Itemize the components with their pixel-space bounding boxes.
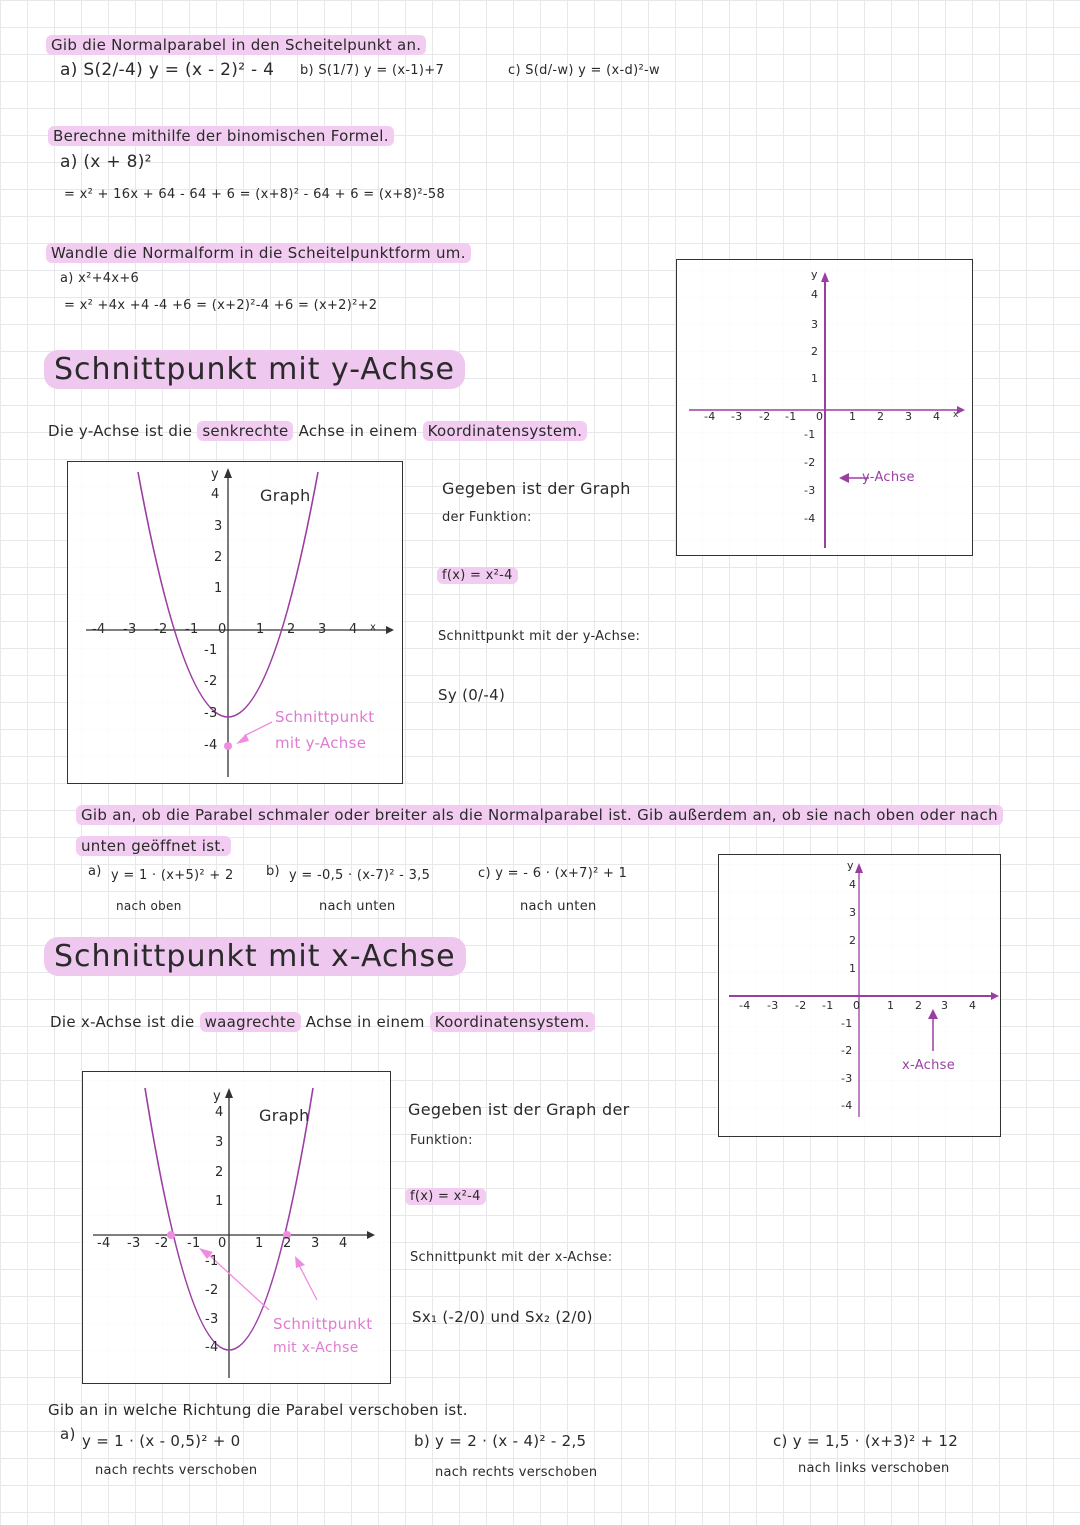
task3-a: a) x²+4x+6 [60,271,140,286]
axis-figure-y [676,259,973,556]
task4-c-answer: nach unten [520,899,597,914]
graph-x-label: Graph [259,1106,310,1125]
section-y-given2: der Funktion: [442,510,532,525]
graph-y-xname: x [370,622,377,633]
ax2-xtick: 3 [941,999,949,1012]
g2-xtick: 4 [339,1236,348,1251]
ax1-xtick: 3 [905,410,913,423]
task5-a-label: a) [60,1425,76,1443]
section-y-given1: Gegeben ist der Graph [442,479,631,498]
task4-a-label: a) [88,864,102,879]
ax1-ytick: -3 [804,484,816,497]
g2-xtick: 2 [283,1236,292,1251]
section-x-def-hl2: Koordinatensystem. [430,1012,595,1032]
task5-c: c) y = 1,5 · (x+3)² + 12 [773,1432,959,1450]
task1-title: Gib die Normalparabel in den Scheitelpunkt an. [46,35,426,55]
task5-a-answer: nach rechts verschoben [95,1463,258,1478]
graph-y-annot2: mit y-Achse [275,734,367,752]
g1-ytick: -3 [204,706,218,721]
task4-title-line1: Gib an, ob die Parabel schmaler oder breiter als die Normalparabel ist. Gib außerdem an, ob sie nach oben oder nach [76,805,1003,825]
ax1-yname: y [811,268,818,281]
g1-xtick: -4 [92,622,106,637]
ax1-xtick: 4 [933,410,941,423]
ax2-xtick: 0 [853,999,861,1012]
graph-x-annot2: mit x-Achse [273,1340,359,1356]
g2-xtick: -1 [187,1236,201,1251]
y-intercept-point [224,742,232,750]
section-x-definition [50,1013,595,1031]
ax2-ytick: 3 [849,906,857,919]
graph-x-annot1: Schnittpunkt [273,1315,373,1333]
ax2-ytick: 2 [849,934,857,947]
ax2-ytick: 4 [849,878,857,891]
ax1-xtick: -2 [759,410,771,423]
ax2-xtick: -1 [822,999,834,1012]
task5-b-answer: nach rechts verschoben [435,1465,598,1480]
section-y-heading: Schnittpunkt mit y-Achse [44,350,465,389]
ax2-xtick: -4 [739,999,751,1012]
g2-ytick: 1 [215,1194,224,1209]
task4-b-label: b) [266,864,280,879]
ax1-xtick: 1 [849,410,857,423]
g1-xtick: 0 [218,622,227,637]
ax1-ytick: 3 [811,318,819,331]
graph-x-svg [83,1072,390,1383]
ax2-ytick: 1 [849,962,857,975]
graph-y-annot1: Schnittpunkt [275,708,375,726]
graph-y-yname: y [211,467,219,482]
ax2-ytick: -4 [841,1099,853,1112]
g1-xtick: 3 [318,622,327,637]
ax2-ytick: -3 [841,1072,853,1085]
section-y-def-pre: Die y-Achse ist die [48,422,193,440]
section-x-def-hl1: waagrechte [200,1012,301,1032]
ax2-xtick: -3 [767,999,779,1012]
ax1-ytick: -1 [804,428,816,441]
section-y-definition [48,422,587,440]
g1-xtick: 2 [287,622,296,637]
section-y-def-mid: Achse in einem [298,422,418,440]
g1-ytick: 3 [214,519,223,534]
ax2-ytick: -2 [841,1044,853,1057]
g2-xtick: -2 [155,1236,169,1251]
task4-title-line2: unten geöffnet ist. [76,836,231,856]
g1-ytick: 1 [214,581,223,596]
g1-ytick: 4 [211,487,220,502]
task5-a: y = 1 · (x - 0,5)² + 0 [82,1432,241,1450]
g1-ytick: -2 [204,674,218,689]
graph-y-intercept [67,461,403,784]
graph-x-intercept [82,1071,391,1384]
g1-xtick: -1 [185,622,199,637]
section-x-given1: Gegeben ist der Graph der [408,1100,630,1119]
ax1-xtick: -1 [785,410,797,423]
section-y-result: Sy (0/-4) [438,686,506,704]
task4-c: c) y = - 6 · (x+7)² + 1 [478,866,628,881]
task2-title: Berechne mithilfe der binomischen Formel. [48,126,394,146]
task2-line: = x² + 16x + 64 - 64 + 6 = (x+8)² - 64 + 6 = (x+8)²-58 [64,187,446,202]
g2-ytick: 4 [215,1105,224,1120]
task2-a: a) (x + 8)² [60,152,152,172]
g2-ytick: -4 [205,1340,219,1355]
ax2-xtick: 4 [969,999,977,1012]
g1-xtick: 1 [256,622,265,637]
task4-b-answer: nach unten [319,899,396,914]
g2-xtick: 1 [255,1236,264,1251]
g2-xtick: -3 [127,1236,141,1251]
section-x-result: Sx₁ (-2/0) und Sx₂ (2/0) [412,1308,593,1326]
section-x-def-pre: Die x-Achse ist die [50,1013,195,1031]
task5-c-answer: nach links verschoben [798,1461,950,1476]
ax2-ytick: -1 [841,1017,853,1030]
task5-b: b) y = 2 · (x - 4)² - 2,5 [414,1432,587,1450]
section-y-def-hl1: senkrechte [197,421,293,441]
g2-xtick: 0 [218,1236,227,1251]
ax1-ytick: 1 [811,372,819,385]
task3-line: = x² +4x +4 -4 +6 = (x+2)²-4 +6 = (x+2)²+2 [64,298,378,313]
ax1-ytick: 2 [811,345,819,358]
g1-xtick: 4 [349,622,358,637]
ax1-xtick: -4 [704,410,716,423]
g1-xtick: -3 [123,622,137,637]
section-y-def-hl2: Koordinatensystem. [423,421,588,441]
ax1-ytick: 4 [811,288,819,301]
ax1-xname: x [953,410,959,420]
ax1-ytick: -2 [804,456,816,469]
section-y-intersect: Schnittpunkt mit der y-Achse: [438,629,641,644]
g2-ytick: -3 [205,1312,219,1327]
axis-y-note: y-Achse [862,470,915,485]
task1-c: c) S(d/-w) y = (x-d)²-w [508,63,660,78]
g2-xtick: -4 [97,1236,111,1251]
ax1-ytick: -4 [804,512,816,525]
g2-ytick: -2 [205,1283,219,1298]
g2-ytick: -1 [205,1254,219,1269]
task1-b: b) S(1/7) y = (x-1)+7 [300,63,445,78]
g1-ytick: -4 [204,738,218,753]
section-x-given2: Funktion: [410,1133,473,1148]
section-y-func: f(x) = x²-4 [437,567,518,584]
axis-figure-y-svg [677,260,972,555]
ax1-xtick: 0 [816,410,824,423]
ax1-xtick: -3 [731,410,743,423]
axis-figure-x [718,854,1001,1137]
g1-ytick: 2 [214,550,223,565]
g1-ytick: -1 [204,643,218,658]
section-x-intersect: Schnittpunkt mit der x-Achse: [410,1250,613,1265]
g2-xtick: 3 [311,1236,320,1251]
task4-a-answer: nach oben [116,899,182,913]
section-x-func: f(x) = x²-4 [405,1188,486,1205]
g2-ytick: 2 [215,1165,224,1180]
ax2-xtick: -2 [795,999,807,1012]
task1-a: a) S(2/-4) y = (x - 2)² - 4 [60,60,275,80]
ax2-xtick: 1 [887,999,895,1012]
g1-xtick: -2 [154,622,168,637]
task3-title: Wandle die Normalform in die Scheitelpunktform um. [46,243,471,263]
ax1-xtick: 2 [877,410,885,423]
ax2-xtick: 2 [915,999,923,1012]
g2-ytick: 3 [215,1135,224,1150]
task4-b: y = -0,5 · (x-7)² - 3,5 [289,868,431,883]
axis-figure-x-svg [719,855,1000,1136]
graph-y-label: Graph [260,486,311,505]
task4-a: y = 1 · (x+5)² + 2 [111,868,234,883]
axis-x-note: x-Achse [902,1058,956,1073]
task5-title: Gib an in welche Richtung die Parabel verschoben ist. [48,1401,468,1419]
graph-x-yname: y [213,1089,221,1104]
ax2-yname: y [847,859,854,872]
section-x-heading: Schnittpunkt mit x-Achse [44,937,466,976]
section-x-def-mid: Achse in einem [305,1013,425,1031]
